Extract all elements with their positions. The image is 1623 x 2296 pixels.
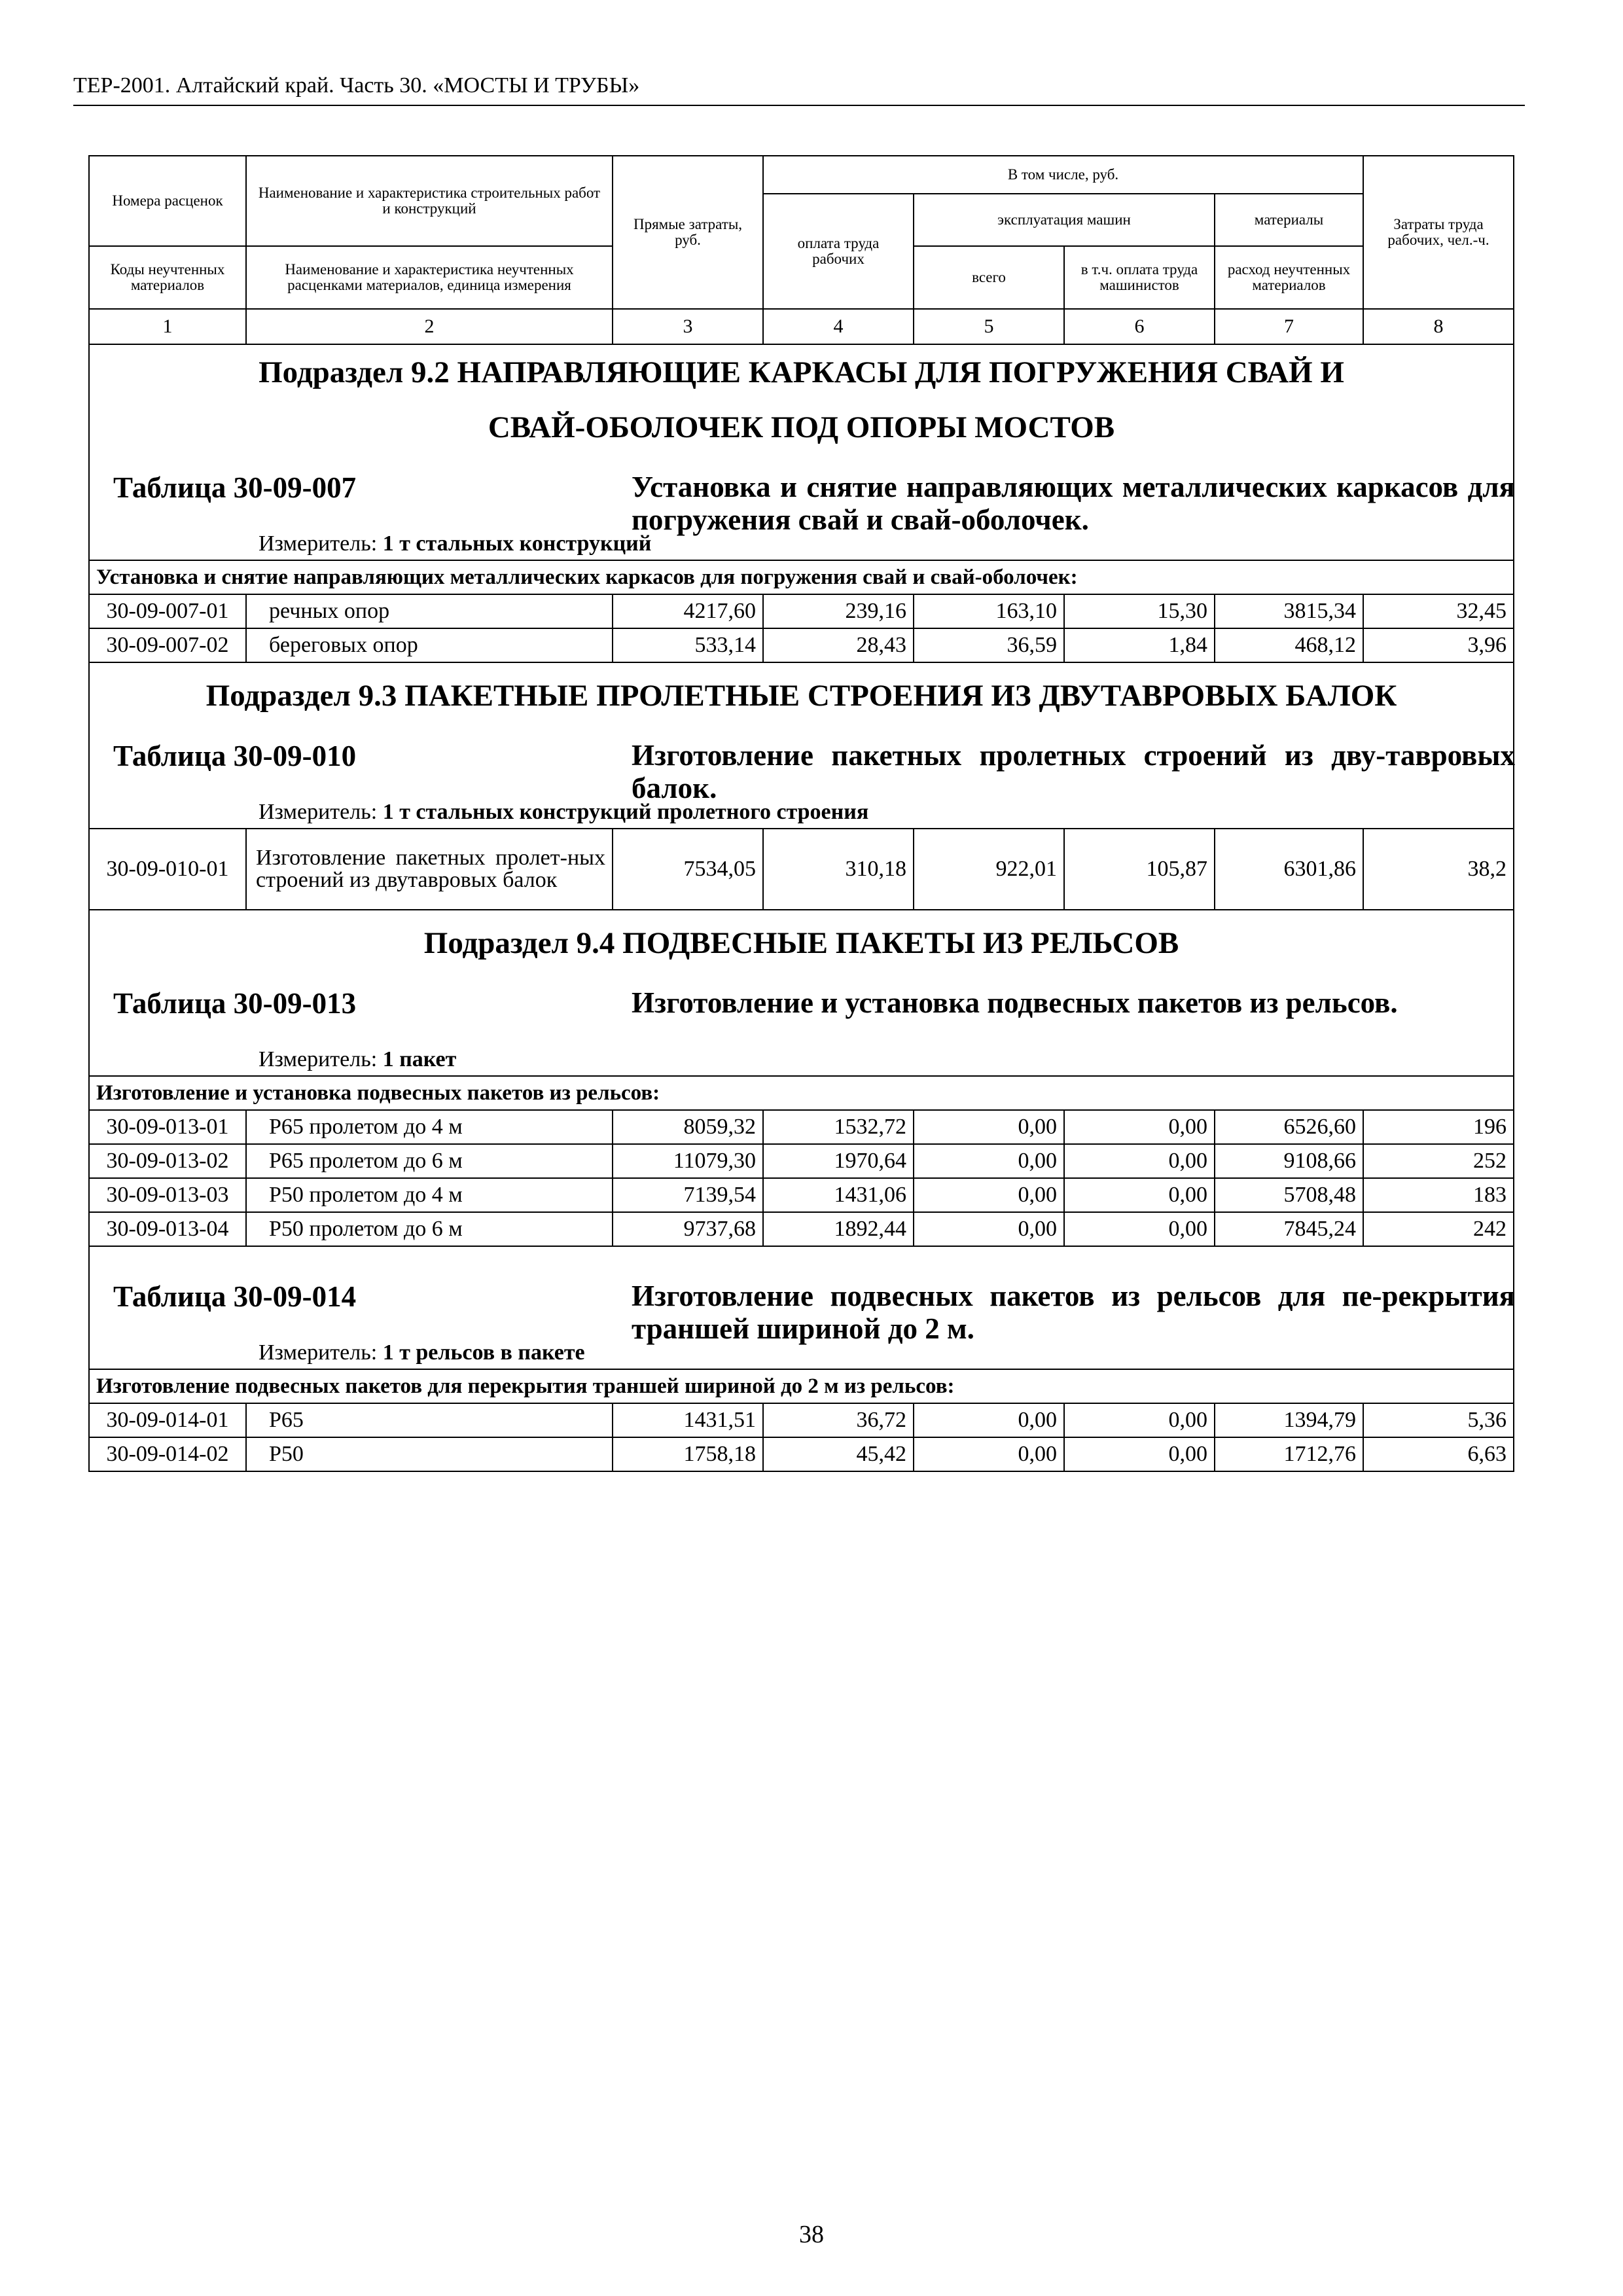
table-row: [89, 628, 1514, 662]
header-worker-pay: оплата труда рабочих: [763, 194, 914, 309]
measure-label: Измеритель:: [259, 531, 378, 556]
direct-costs: 8059,32: [613, 1110, 763, 1144]
rate-code: 30-09-014-02: [89, 1437, 246, 1471]
header-machines-total: всего: [914, 246, 1064, 309]
header-rule: [73, 105, 1525, 106]
materials: 5708,48: [1215, 1178, 1363, 1212]
header-labor-hours: Затраты труда рабочих, чел.-ч.: [1363, 156, 1514, 309]
work-name: Р50: [246, 1437, 613, 1471]
measure-label: Измеритель:: [259, 1047, 378, 1071]
subsection-9-4-block: [89, 910, 1514, 1076]
direct-costs: 7139,54: [613, 1178, 763, 1212]
measure-value: 1 т стальных конструкций пролетного строения: [382, 800, 869, 824]
header-including: В том числе, руб.: [763, 156, 1363, 194]
measure-value: 1 т стальных конструкций: [382, 531, 652, 556]
direct-costs: 7534,05: [613, 829, 763, 910]
column-number: 6: [1064, 309, 1215, 344]
work-name: Р50 пролетом до 4 м: [246, 1178, 613, 1212]
table-014-block: [89, 1246, 1514, 1369]
work-name: береговых опор: [246, 628, 613, 662]
header-material-codes: Коды неучтенных материалов: [89, 246, 246, 309]
table-title: Установка и снятие направляющих металлических каркасов для погружения свай и свай-оболочек.: [632, 471, 1515, 536]
measure-value: 1 т рельсов в пакете: [382, 1340, 585, 1365]
header-material-consumption: расход неучтенных материалов: [1215, 246, 1363, 309]
machinist-pay: 0,00: [1064, 1437, 1215, 1471]
labor-hours: 252: [1363, 1144, 1514, 1178]
machines-total: 0,00: [914, 1110, 1064, 1144]
rate-code: 30-09-013-04: [89, 1212, 246, 1246]
measure-label: Измеритель:: [259, 800, 378, 824]
direct-costs: 533,14: [613, 628, 763, 662]
work-name: Р65: [246, 1403, 613, 1437]
subsection-title-cont: СВАЙ-ОБОЛОЧЕК ПОД ОПОРЫ МОСТОВ: [488, 410, 1115, 444]
subsection-9-2-block: [89, 344, 1514, 560]
table-heading: [96, 980, 1507, 1044]
header-direct-costs: Прямые затраты, руб.: [613, 156, 763, 309]
table-row: [89, 1110, 1514, 1144]
measure-value: 1 пакет: [382, 1047, 457, 1071]
table-title: Изготовление пакетных пролетных строений из дву-тавровых балок.: [632, 739, 1515, 804]
header-materials: материалы: [1215, 194, 1363, 246]
direct-costs: 9737,68: [613, 1212, 763, 1246]
subsection-title: Подраздел 9.2 НАПРАВЛЯЮЩИЕ КАРКАСЫ ДЛЯ ПОГРУЖЕНИЯ СВАЙ И: [259, 355, 1344, 389]
work-name: Р65 пролетом до 6 м: [246, 1144, 613, 1178]
labor-hours: 242: [1363, 1212, 1514, 1246]
group-heading: Установка и снятие направляющих металлических каркасов для погружения свай и свай-оболочек:: [89, 560, 1514, 594]
machinist-pay: 0,00: [1064, 1110, 1215, 1144]
table-heading: [96, 464, 1515, 536]
worker-pay: 1970,64: [763, 1144, 914, 1178]
table-heading: [96, 732, 1515, 804]
work-name: Р65 пролетом до 4 м: [246, 1110, 613, 1144]
machinist-pay: 0,00: [1064, 1178, 1215, 1212]
table-row: [89, 1437, 1514, 1471]
machinist-pay: 15,30: [1064, 594, 1215, 628]
materials: 468,12: [1215, 628, 1363, 662]
column-number: 1: [89, 309, 246, 344]
labor-hours: 5,36: [1363, 1403, 1514, 1437]
machines-total: 0,00: [914, 1437, 1064, 1471]
header-material-name: Наименование и характеристика неучтенных расценками материалов, единица измерения: [246, 246, 613, 309]
machinist-pay: 0,00: [1064, 1144, 1215, 1178]
work-name: Р50 пролетом до 6 м: [246, 1212, 613, 1246]
header-machinist-pay: в т.ч. оплата труда машинистов: [1064, 246, 1215, 309]
rate-code: 30-09-013-03: [89, 1178, 246, 1212]
header-rate-numbers: Номера расценок: [89, 156, 246, 246]
materials: 1394,79: [1215, 1403, 1363, 1437]
rate-code: 30-09-013-01: [89, 1110, 246, 1144]
group-heading: Изготовление подвесных пакетов для перекрытия траншей шириной до 2 м из рельсов:: [89, 1369, 1514, 1403]
running-header: ТЕР-2001. Алтайский край. Часть 30. «МОСТЫ И ТРУБЫ»: [73, 73, 640, 98]
rate-code: 30-09-007-02: [89, 628, 246, 662]
worker-pay: 1532,72: [763, 1110, 914, 1144]
table-title: Изготовление подвесных пакетов из рельсов для пе-рекрытия траншей шириной до 2 м.: [632, 1280, 1515, 1345]
worker-pay: 310,18: [763, 829, 914, 910]
machines-total: 163,10: [914, 594, 1064, 628]
machinist-pay: 0,00: [1064, 1212, 1215, 1246]
page-number: 38: [799, 2221, 824, 2248]
worker-pay: 1431,06: [763, 1178, 914, 1212]
column-numbers-row: [89, 309, 1514, 344]
rate-code: 30-09-010-01: [89, 829, 246, 910]
machines-total: 0,00: [914, 1144, 1064, 1178]
column-number: 4: [763, 309, 914, 344]
work-name: Изготовление пакетных пролет-ных строений из двутавровых балок: [246, 829, 613, 910]
machines-total: 0,00: [914, 1178, 1064, 1212]
materials: 6526,60: [1215, 1110, 1363, 1144]
table-row: [89, 829, 1514, 910]
column-number: 7: [1215, 309, 1363, 344]
machines-total: 0,00: [914, 1403, 1064, 1437]
direct-costs: 1431,51: [613, 1403, 763, 1437]
machinist-pay: 105,87: [1064, 829, 1215, 910]
rate-code: 30-09-007-01: [89, 594, 246, 628]
machines-total: 922,01: [914, 829, 1064, 910]
subsection-9-3-block: [89, 662, 1514, 829]
materials: 1712,76: [1215, 1437, 1363, 1471]
worker-pay: 36,72: [763, 1403, 914, 1437]
machines-total: 0,00: [914, 1212, 1064, 1246]
measure-unit: [96, 1044, 1507, 1075]
table-heading: [96, 1273, 1515, 1345]
direct-costs: 4217,60: [613, 594, 763, 628]
labor-hours: 6,63: [1363, 1437, 1514, 1471]
rate-code: 30-09-013-02: [89, 1144, 246, 1178]
group-heading: Изготовление и установка подвесных пакетов из рельсов:: [89, 1076, 1514, 1110]
subsection-title: Подраздел 9.3 ПАКЕТНЫЕ ПРОЛЕТНЫЕ СТРОЕНИЯ ИЗ ДВУТАВРОВЫХ БАЛОК: [205, 679, 1397, 713]
materials: 3815,34: [1215, 594, 1363, 628]
worker-pay: 45,42: [763, 1437, 914, 1471]
machines-total: 36,59: [914, 628, 1064, 662]
worker-pay: 239,16: [763, 594, 914, 628]
table-row: [89, 594, 1514, 628]
table-row: [89, 1144, 1514, 1178]
subsection-title: Подраздел 9.4 ПОДВЕСНЫЕ ПАКЕТЫ ИЗ РЕЛЬСОВ: [423, 926, 1179, 960]
labor-hours: 196: [1363, 1110, 1514, 1144]
machinist-pay: 0,00: [1064, 1403, 1215, 1437]
table-row: [89, 1178, 1514, 1212]
price-table: [88, 155, 1514, 1472]
worker-pay: 1892,44: [763, 1212, 914, 1246]
materials: 7845,24: [1215, 1212, 1363, 1246]
column-number: 8: [1363, 309, 1514, 344]
materials: 9108,66: [1215, 1144, 1363, 1178]
direct-costs: 11079,30: [613, 1144, 763, 1178]
column-number: 3: [613, 309, 763, 344]
machinist-pay: 1,84: [1064, 628, 1215, 662]
table-row: [89, 1403, 1514, 1437]
labor-hours: 183: [1363, 1178, 1514, 1212]
labor-hours: 32,45: [1363, 594, 1514, 628]
labor-hours: 38,2: [1363, 829, 1514, 910]
rate-code: 30-09-014-01: [89, 1403, 246, 1437]
table-number: Таблица 30-09-007: [113, 471, 357, 504]
measure-label: Измеритель:: [259, 1340, 378, 1365]
table-number: Таблица 30-09-014: [113, 1280, 357, 1313]
column-number: 5: [914, 309, 1064, 344]
work-name: речных опор: [246, 594, 613, 628]
table-number: Таблица 30-09-010: [113, 740, 357, 772]
labor-hours: 3,96: [1363, 628, 1514, 662]
direct-costs: 1758,18: [613, 1437, 763, 1471]
column-number: 2: [246, 309, 613, 344]
table-number: Таблица 30-09-013: [113, 987, 357, 1020]
table-title: Изготовление и установка подвесных пакетов из рельсов.: [632, 986, 1398, 1019]
header-machine-operation: эксплуатация машин: [914, 194, 1215, 246]
worker-pay: 28,43: [763, 628, 914, 662]
materials: 6301,86: [1215, 829, 1363, 910]
table-row: [89, 1212, 1514, 1246]
header-work-name: Наименование и характеристика строительных работ и конструкций: [246, 156, 613, 246]
